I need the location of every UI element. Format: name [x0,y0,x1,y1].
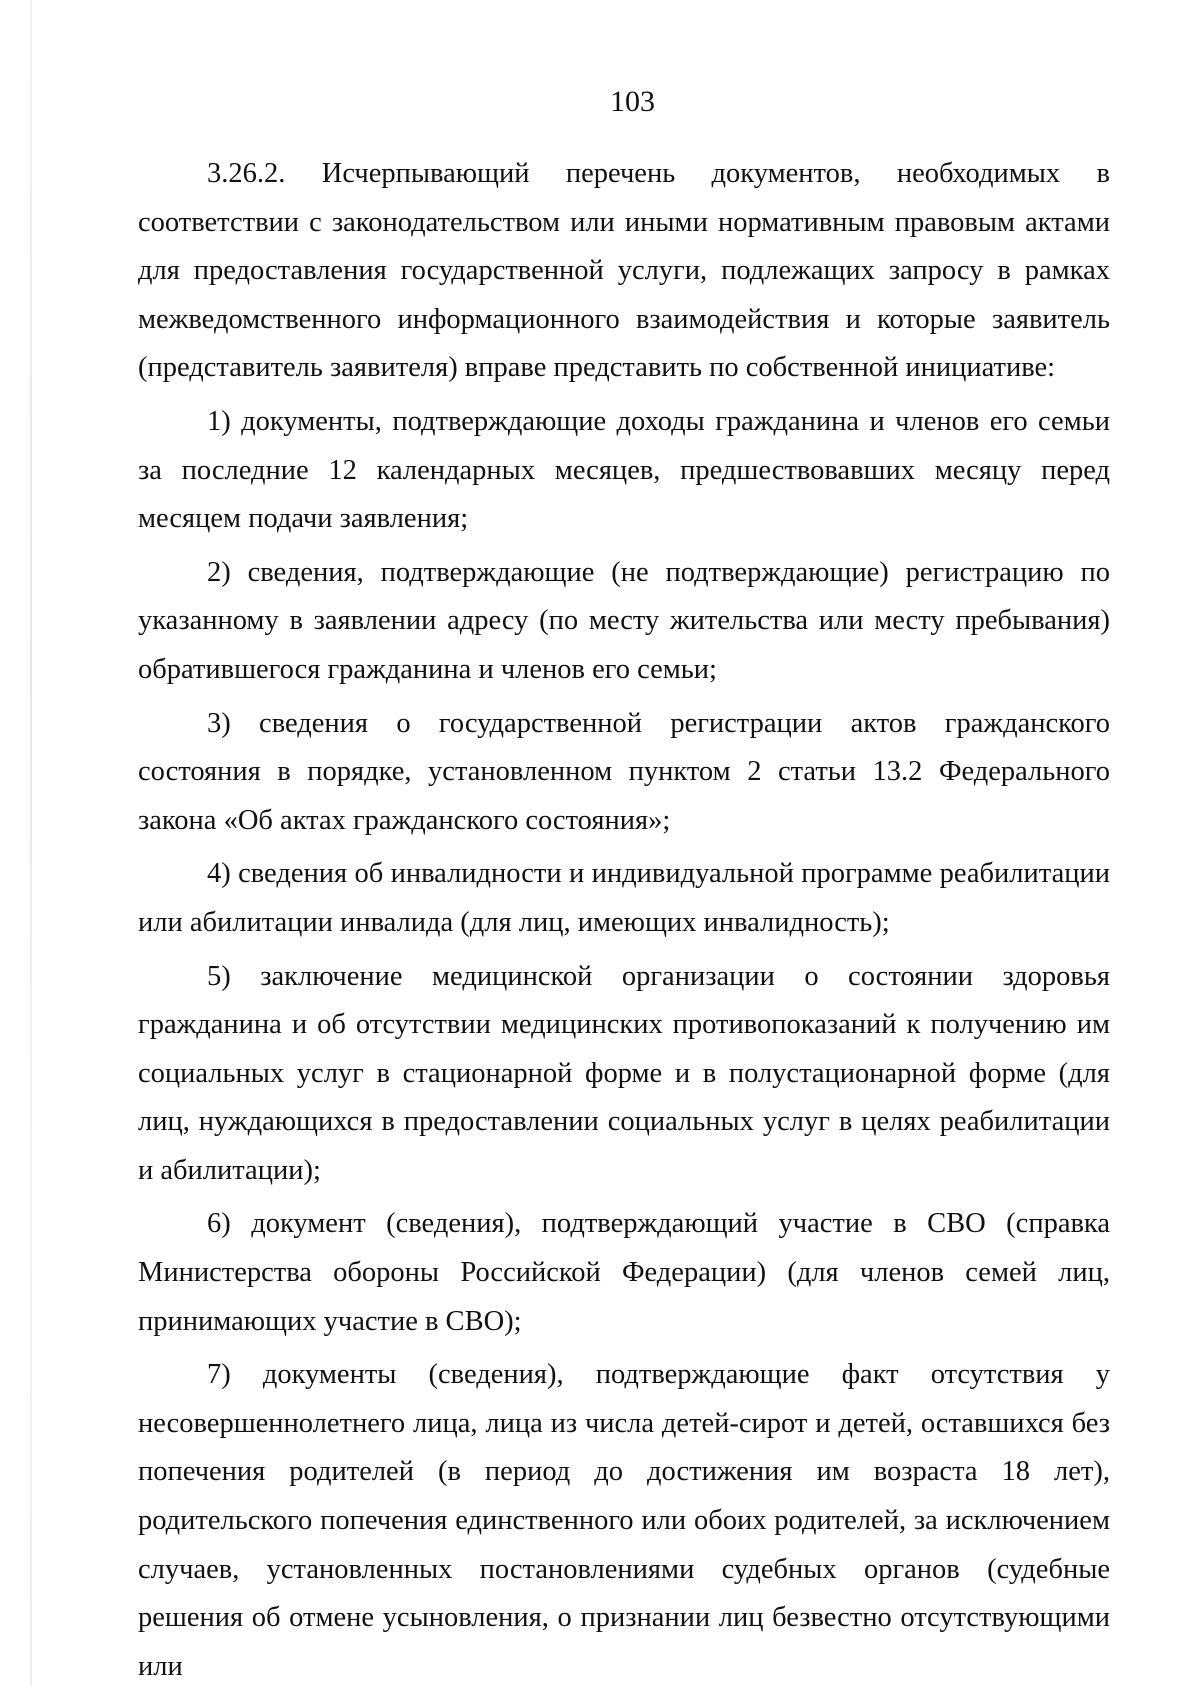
list-item-5: 5) заключение медицинской организации о состоянии здоровья гражданина и об отсутствии медицинских противопоказаний к получению им социальных услуг в стационарной форме и в полустационарной форме (для лиц, нуждающихся в предоставлении социальных услуг в целях реабилитации и абилитации); [138,960,1110,1186]
paragraph-3-26-2: 3.26.2. Исчерпывающий перечень документов, необходимых в соответствии с законодательством или иными нормативным правовым актами для предоставления государственной услуги, подлежащих запросу в рамках межведомственного информационного взаимодействия и которые заявитель (представитель заявителя) вправе представить по собственной инициативе: [138,158,1110,384]
list-item-3: 3) сведения о государственной регистрации актов гражданского состояния в порядке, установленном пунктом 2 статьи 13.2 Федерального закона «Об актах гражданского состояния»; [138,707,1110,836]
scan-edge-shadow [30,0,32,1685]
document-body [138,150,1110,1691]
list-item-1: 1) документы, подтверждающие доходы гражданина и членов его семьи за последние 12 календарных месяцев, предшествовавших месяцу перед месяцем подачи заявления; [138,405,1110,535]
list-item-6: 6) документ (сведения), подтверждающий участие в СВО (справка Министерства обороны Российской Федерации) (для членов семей лиц, принимающих участие в СВО); [138,1208,1110,1337]
list-item-4: 4) сведения об инвалидности и индивидуальной программе реабилитации или абилитации инвалида (для лиц, имеющих инвалидность); [138,858,1110,938]
list-item-7: 7) документы (сведения), подтверждающие факт отсутствия у несовершеннолетнего лица, лица из числа детей-сирот и детей, оставшихся без попечения родителей (в период до достижения им возраста 18 лет), родительского попечения единственного или обоих родителей, за исключением случаев, установленных постановлениями судебных органов (судебные решения об отмене усыновления, о признании лиц безвестно отсутствующими или [138,1359,1110,1682]
page-number: 103 [610,85,655,118]
list-item-2: 2) сведения, подтверждающие (не подтверждающие) регистрацию по указанному в заявлении адресу (по месту жительства или месту пребывания) обратившегося гражданина и членов его семьи; [138,556,1110,685]
